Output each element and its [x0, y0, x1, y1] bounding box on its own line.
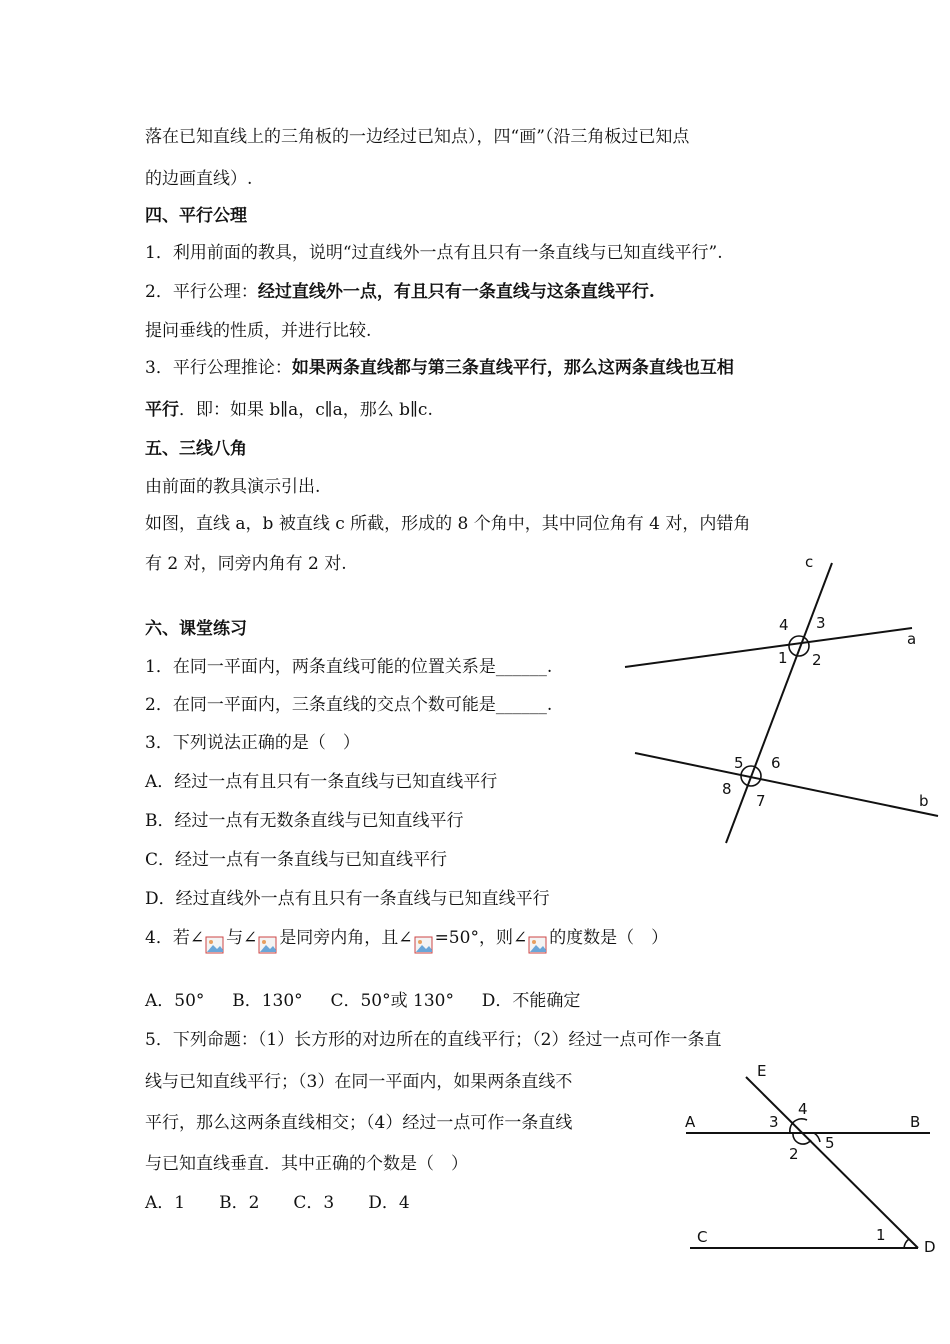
question-1: 1．在同一平面内，两条直线可能的位置关系是______. [145, 657, 553, 677]
broken-image-icon [205, 931, 225, 955]
broken-image-icon [258, 931, 278, 955]
text-line [145, 399, 433, 421]
point-label-a: A [685, 1113, 696, 1131]
transversal-figure [600, 545, 945, 850]
point-label-b: B [910, 1113, 921, 1131]
question-4 [145, 927, 668, 955]
text-line: 由前面的教具演示引出. [145, 477, 321, 497]
line-label-b: b [919, 792, 929, 810]
bold-text: 平行 [145, 400, 179, 420]
text-span: 3．平行公理推论： [145, 358, 292, 378]
text-line: 线与已知直线平行；（3）在同一平面内，如果两条直线不 [145, 1072, 573, 1092]
text-span: ．即：如果 b∥a，c∥a，那么 b∥c. [179, 400, 433, 420]
text-line [145, 357, 734, 379]
line-label-c: c [805, 553, 814, 571]
text-line: 落在已知直线上的三角板的一边经过已知点），四“画”（沿三角板过已知点 [145, 127, 690, 147]
point-label-e: E [757, 1062, 767, 1080]
text-span: =50°，则∠ [434, 928, 528, 948]
text-span: 是同旁内角，且∠ [279, 928, 413, 948]
angle-arc [789, 636, 809, 656]
text-line: 的边画直线）. [145, 169, 253, 189]
angle-label: 8 [722, 780, 732, 798]
angle-arc [904, 1239, 909, 1248]
angle-label: 3 [769, 1113, 779, 1131]
angle-label: 3 [816, 614, 826, 632]
option-d: D．经过直线外一点有且只有一条直线与已知直线平行 [145, 889, 550, 909]
option-b: B．经过一点有无数条直线与已知直线平行 [145, 811, 464, 831]
question-5: 5．下列命题：（1）长方形的对边所在的直线平行；（2）经过一点可作一条直 [145, 1030, 722, 1050]
option-c: C．经过一点有一条直线与已知直线平行 [145, 850, 448, 870]
question-3: 3．下列说法正确的是（ ） [145, 733, 360, 753]
text-line [145, 281, 655, 303]
question-4-options: A．50° B．130° C．50°或 130° D．不能确定 [145, 991, 581, 1011]
parallel-lines-figure [680, 1058, 942, 1258]
text-line: 提问垂线的性质，并进行比较. [145, 321, 372, 341]
text-line: 有 2 对，同旁内角有 2 对. [145, 554, 347, 574]
angle-label: 4 [798, 1100, 808, 1118]
line-label-a: a [907, 630, 917, 648]
line-ed [746, 1077, 921, 1248]
text-line: 与已知直线垂直．其中正确的个数是（ ） [145, 1154, 468, 1174]
section-heading-5: 五、三线八角 [145, 439, 247, 459]
broken-image-icon [414, 931, 434, 955]
angle-label: 2 [812, 651, 822, 669]
point-label-c: C [697, 1228, 708, 1246]
line-b [635, 753, 938, 816]
line-c [726, 563, 832, 843]
text-line: 平行，那么这两条直线相交；（4）经过一点可作一条直线 [145, 1113, 573, 1133]
text-span: 的度数是（ ） [549, 928, 669, 948]
text-span: 4．若∠ [145, 928, 205, 948]
text-span: 2．平行公理： [145, 282, 258, 302]
angle-label: 1 [876, 1226, 886, 1244]
angle-label: 5 [734, 754, 744, 772]
section-heading-6: 六、课堂练习 [145, 619, 247, 639]
angle-label: 5 [825, 1134, 835, 1152]
text-span: 与∠ [226, 928, 258, 948]
angle-label: 4 [779, 616, 789, 634]
question-5-options: A．1 B．2 C．3 D．4 [145, 1193, 410, 1213]
option-a: A．经过一点有且只有一条直线与已知直线平行 [145, 772, 498, 792]
section-heading-4: 四、平行公理 [145, 206, 247, 226]
angle-label: 2 [789, 1145, 799, 1163]
bold-text: 经过直线外一点，有且只有一条直线与这条直线平行. [257, 282, 655, 302]
angle-arc [814, 1133, 820, 1142]
angle-label: 7 [756, 792, 766, 810]
angle-arc [790, 1119, 807, 1133]
bold-text: 如果两条直线都与第三条直线平行，那么这两条直线也互相 [291, 358, 734, 378]
angle-label: 6 [771, 754, 781, 772]
line-a [625, 628, 912, 667]
text-line: 如图，直线 a，b 被直线 c 所截，形成的 8 个角中，其中同位角有 4 对，内错角 [145, 514, 751, 534]
text-line: 1．利用前面的教具，说明“过直线外一点有且只有一条直线与已知直线平行”. [145, 243, 723, 263]
broken-image-icon [528, 931, 548, 955]
angle-label: 1 [778, 649, 788, 667]
point-label-d: D [924, 1238, 936, 1256]
question-2: 2．在同一平面内，三条直线的交点个数可能是______. [145, 695, 553, 715]
